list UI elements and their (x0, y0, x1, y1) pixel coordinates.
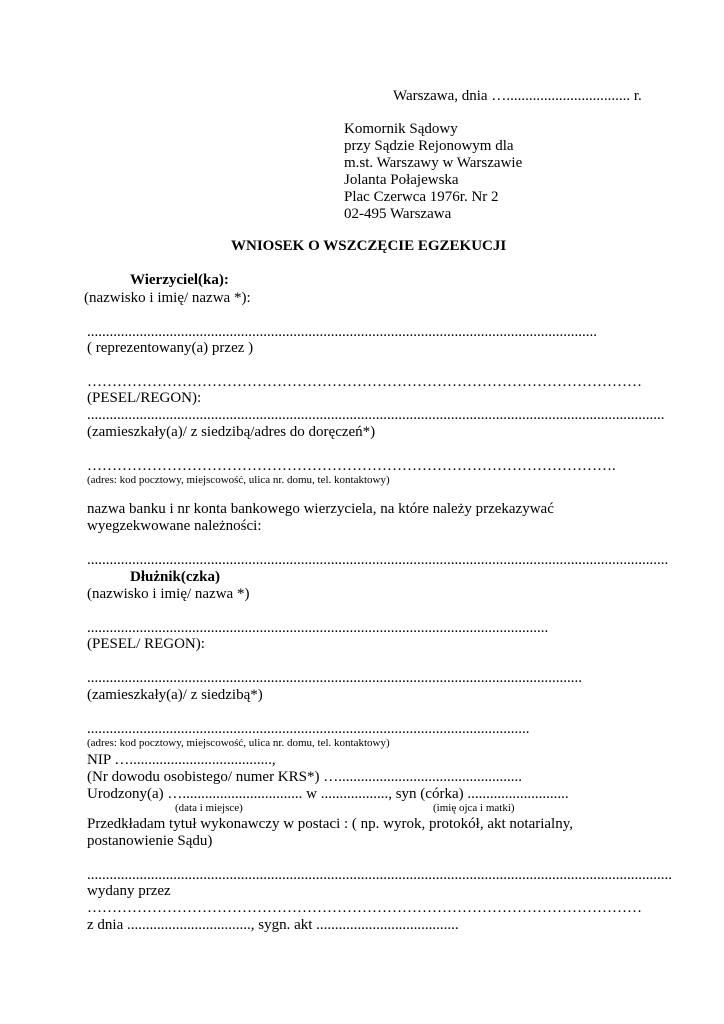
debtor-nip-field[interactable]: NIP …......................................, (87, 752, 276, 768)
debtor-pesel-field[interactable]: .................................................................................................................................... (87, 670, 582, 686)
issued-by-field[interactable]: ………………………………………………………………………………………………… (87, 900, 642, 916)
debtor-born-field[interactable]: Urodzony(a) …................................ w .................., syn (córka) ........................... (87, 786, 569, 802)
date-signature-field[interactable]: z dnia ................................., sygn. akt ...................................... (87, 917, 459, 933)
creditor-address-field[interactable]: ……………………………………………………………………………………………. (87, 458, 616, 474)
creditor-bank-field[interactable]: ........................................................................................................................................................... (87, 552, 669, 568)
addressee-line: Jolanta Połajewska (344, 172, 459, 188)
place-date-line: Warszawa, dnia …................................. r. (393, 88, 642, 104)
debtor-born-parents-note: (imię ojca i matki) (433, 802, 515, 814)
creditor-address-label: (zamieszkały(a)/ z siedzibą/adres do doręczeń*) (87, 424, 376, 440)
creditor-pesel-label: (PESEL/REGON): (87, 390, 202, 406)
creditor-address-note: (adres: kod pocztowy, miejscowość, ulica nr. domu, tel. kontaktowy) (87, 474, 390, 486)
addressee-line: Plac Czerwca 1976r. Nr 2 (344, 189, 499, 205)
creditor-represented-label: ( reprezentowany(a) przez ) (87, 340, 254, 356)
creditor-name-field[interactable]: ........................................................................................................................................ (87, 324, 597, 340)
addressee-line: przy Sądzie Rejonowym dla (344, 138, 514, 154)
enforcement-title-field[interactable]: ............................................................................................................................................................ (87, 867, 672, 883)
debtor-address-field[interactable]: ...................................................................................................................... (87, 721, 530, 737)
issued-by-label: wydany przez (87, 883, 171, 899)
debtor-name-field[interactable]: ........................................................................................................................... (87, 620, 549, 636)
debtor-address-label: (zamieszkały(a)/ z siedzibą*) (87, 687, 263, 703)
addressee-line: Komornik Sądowy (344, 121, 458, 137)
enforcement-title-label: Przedkładam tytuł wykonawczy w postaci : ( np. wyrok, protokół, akt notarialny, (87, 816, 573, 832)
debtor-address-note: (adres: kod pocztowy, miejscowość, ulica nr. domu, tel. kontaktowy) (87, 737, 390, 749)
document-title: WNIOSEK O WSZCZĘCIE EGZEKUCJI (231, 238, 507, 254)
creditor-represented-field[interactable]: ………………………………………………………………………………………………… (87, 374, 642, 390)
addressee-line: 02-495 Warszawa (344, 206, 452, 222)
creditor-bank-label: wyegzekwowane należności: (87, 518, 262, 534)
debtor-name-label: (nazwisko i imię/ nazwa *) (87, 586, 250, 602)
debtor-heading: Dłużnik(czka) (130, 569, 220, 585)
debtor-born-date-note: (data i miejsce) (175, 802, 243, 814)
enforcement-title-label: postanowienie Sądu) (87, 833, 213, 849)
creditor-pesel-field[interactable]: .......................................................................................................................................................... (87, 407, 665, 423)
addressee-line: m.st. Warszawy w Warszawie (344, 155, 523, 171)
creditor-name-label: (nazwisko i imię/ nazwa *): (84, 290, 251, 306)
debtor-id-field[interactable]: (Nr dowodu osobistego/ numer KRS*) …................................................. (87, 769, 522, 785)
debtor-pesel-label: (PESEL/ REGON): (87, 636, 205, 652)
creditor-bank-label: nazwa banku i nr konta bankowego wierzyciela, na które należy przekazywać (87, 501, 554, 517)
creditor-heading: Wierzyciel(ka): (130, 272, 229, 288)
